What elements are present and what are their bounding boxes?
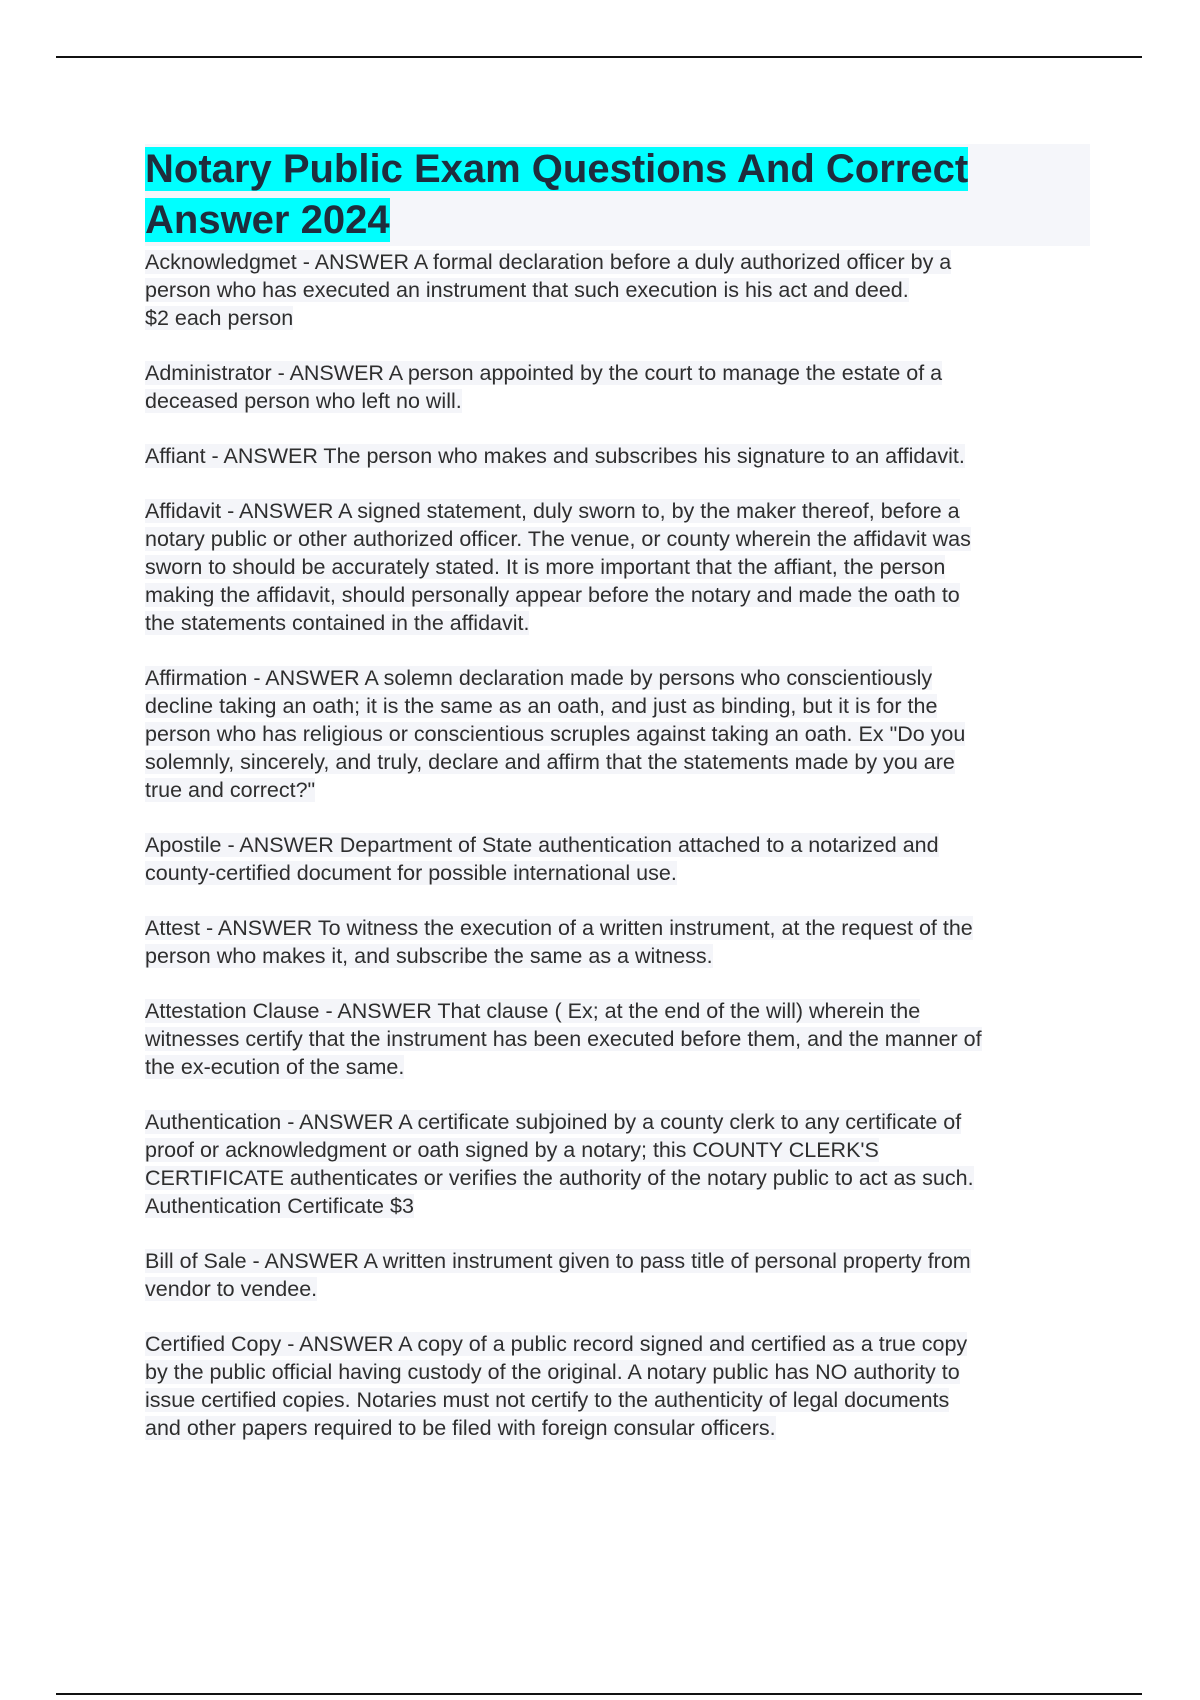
definition-entry — [145, 831, 1090, 887]
definition-entry — [145, 248, 1090, 332]
entry-line: notary public or other authorized officer. The venue, or county wherein the affidavit was — [145, 527, 971, 551]
entry-line: and other papers required to be filed with foreign consular officers. — [145, 1416, 776, 1440]
definition-entry — [145, 442, 1090, 470]
document-body — [145, 144, 1090, 1469]
footer-rule — [56, 1693, 1142, 1695]
definition-entry — [145, 359, 1090, 415]
entry-line: $2 each person — [145, 306, 294, 330]
definition-entry — [145, 914, 1090, 970]
entry-line: Attest - ANSWER To witness the execution of a written instrument, at the request of the — [145, 916, 973, 940]
definition-entry — [145, 497, 1090, 637]
entry-line: true and correct?" — [145, 778, 316, 802]
entry-line: Bill of Sale - ANSWER A written instrument given to pass title of personal property from — [145, 1249, 971, 1273]
definition-entry — [145, 1108, 1090, 1220]
entry-line: person who makes it, and subscribe the same as a witness. — [145, 944, 713, 968]
entry-line: by the public official having custody of the original. A notary public has NO authority to — [145, 1360, 960, 1384]
entry-line: person who has religious or conscientious scruples against taking an oath. Ex "Do you — [145, 722, 966, 746]
entry-line: CERTIFICATE authenticates or verifies the authority of the notary public to act as such. — [145, 1166, 974, 1190]
definition-entry — [145, 1330, 1090, 1442]
entry-line: decline taking an oath; it is the same as an oath, and just as binding, but it is for the — [145, 694, 938, 718]
entry-line: Acknowledgmet - ANSWER A formal declaration before a duly authorized officer by a — [145, 250, 952, 274]
entry-line: Authentication - ANSWER A certificate subjoined by a county clerk to any certificate of — [145, 1110, 962, 1134]
entry-line: Affirmation - ANSWER A solemn declaration made by persons who conscientiously — [145, 666, 933, 690]
page-title — [145, 144, 1090, 246]
entry-line: deceased person who left no will. — [145, 389, 462, 413]
entry-line: witnesses certify that the instrument has been executed before them, and the manner of — [145, 1027, 982, 1051]
entry-line: issue certified copies. Notaries must not certify to the authenticity of legal documents — [145, 1388, 950, 1412]
entry-line: making the affidavit, should personally appear before the notary and made the oath to — [145, 583, 960, 607]
entry-line: Certified Copy - ANSWER A copy of a public record signed and certified as a true copy — [145, 1332, 968, 1356]
page-title-text: Notary Public Exam Questions And Correct Answer 2024 — [145, 147, 969, 242]
entry-line: solemnly, sincerely, and truly, declare and affirm that the statements made by you are — [145, 750, 955, 774]
definition-entry — [145, 664, 1090, 804]
entry-line: county-certified document for possible international use. — [145, 861, 677, 885]
entry-line: person who has executed an instrument that such execution is his act and deed. — [145, 278, 909, 302]
entry-line: Apostile - ANSWER Department of State authentication attached to a notarized and — [145, 833, 939, 857]
entry-line: Attestation Clause - ANSWER That clause ( Ex; at the end of the will) wherein the — [145, 999, 921, 1023]
entry-line: Authentication Certificate $3 — [145, 1194, 414, 1218]
entry-line: vendor to vendee. — [145, 1277, 318, 1301]
definition-list — [145, 248, 1090, 1442]
entry-line: Affiant - ANSWER The person who makes and subscribes his signature to an affidavit. — [145, 444, 965, 468]
entry-line: proof or acknowledgment or oath signed by a notary; this COUNTY CLERK'S — [145, 1138, 879, 1162]
definition-entry — [145, 1247, 1090, 1303]
title-block — [145, 144, 1090, 246]
entry-line: sworn to should be accurately stated. It is more important that the affiant, the person — [145, 555, 946, 579]
entry-line: Affidavit - ANSWER A signed statement, duly sworn to, by the maker thereof, before a — [145, 499, 960, 523]
entry-line: Administrator - ANSWER A person appointed by the court to manage the estate of a — [145, 361, 943, 385]
definition-entry — [145, 997, 1090, 1081]
entry-line: the ex-ecution of the same. — [145, 1055, 405, 1079]
entry-line: the statements contained in the affidavit. — [145, 611, 530, 635]
header-rule — [56, 56, 1142, 58]
